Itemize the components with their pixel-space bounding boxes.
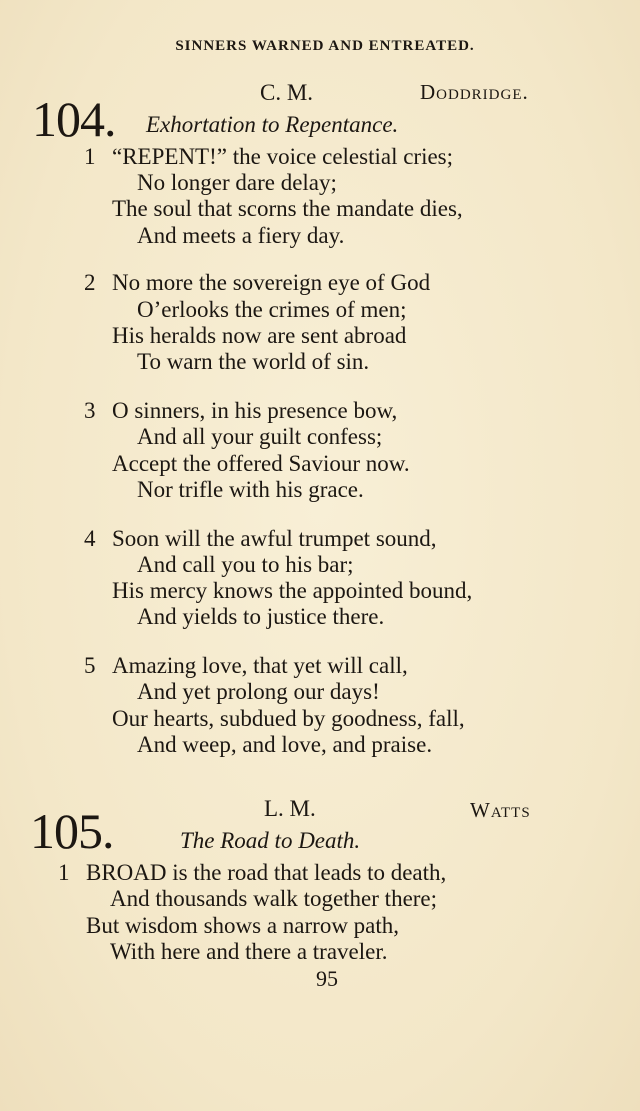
verse-line: O sinners, in his presence bow,	[112, 398, 398, 423]
hymn-author: Watts	[470, 798, 531, 822]
verse-line: “REPENT!” the voice celestial cries;	[112, 144, 454, 169]
verse-line: BROAD is the road that leads to death,	[86, 860, 447, 885]
verse-line: And yet prolong our days!	[137, 679, 380, 704]
verse-line: O’erlooks the crimes of men;	[137, 297, 407, 322]
page-number: 95	[316, 966, 338, 991]
stanza-number: 2	[84, 270, 96, 295]
hymn-title: The Road to Death.	[180, 828, 361, 853]
hymn-number: 105.	[30, 803, 114, 859]
verse-line: With here and there a traveler.	[110, 939, 388, 964]
stanza-number: 1	[58, 860, 70, 885]
stanza-number: 3	[84, 398, 96, 423]
verse-line: And meets a fiery day.	[137, 223, 345, 248]
running-head: SINNERS WARNED AND ENTREATED.	[175, 38, 475, 54]
verse-line: Nor trifle with his grace.	[137, 477, 364, 502]
verse-line: But wisdom shows a narrow path,	[86, 913, 400, 938]
verse-line: Our hearts, subdued by goodness, fall,	[112, 706, 465, 731]
verse-line: And yields to justice there.	[137, 604, 385, 629]
verse-line: No longer dare delay;	[137, 170, 337, 195]
verse-line: No more the sovereign eye of God	[112, 270, 431, 295]
verse-line: To warn the world of sin.	[137, 349, 370, 374]
stanza-number: 4	[84, 526, 96, 551]
hymn-author: Doddridge.	[420, 80, 529, 104]
verse-line: And thousands walk together there;	[110, 886, 438, 911]
verse-line: Accept the offered Saviour now.	[112, 451, 410, 476]
hymn-number: 104.	[32, 91, 116, 147]
hymn-meter: L. M.	[264, 796, 316, 821]
stanza-number: 5	[84, 653, 96, 678]
verse-line: The soul that scorns the mandate dies,	[112, 196, 463, 221]
verse-line: And all your guilt confess;	[137, 424, 383, 449]
verse-line: And call you to his bar;	[137, 552, 354, 577]
hymn-meter: C. M.	[260, 80, 314, 105]
verse-line: Amazing love, that yet will call,	[112, 653, 408, 678]
verse-line: His mercy knows the appointed bound,	[112, 578, 473, 603]
verse-line: Soon will the awful trumpet sound,	[112, 526, 437, 551]
verse-line: His heralds now are sent abroad	[112, 323, 407, 348]
stanza-number: 1	[84, 144, 96, 169]
verse-line: And weep, and love, and praise.	[137, 732, 433, 757]
hymn-title: Exhortation to Repentance.	[146, 112, 399, 137]
